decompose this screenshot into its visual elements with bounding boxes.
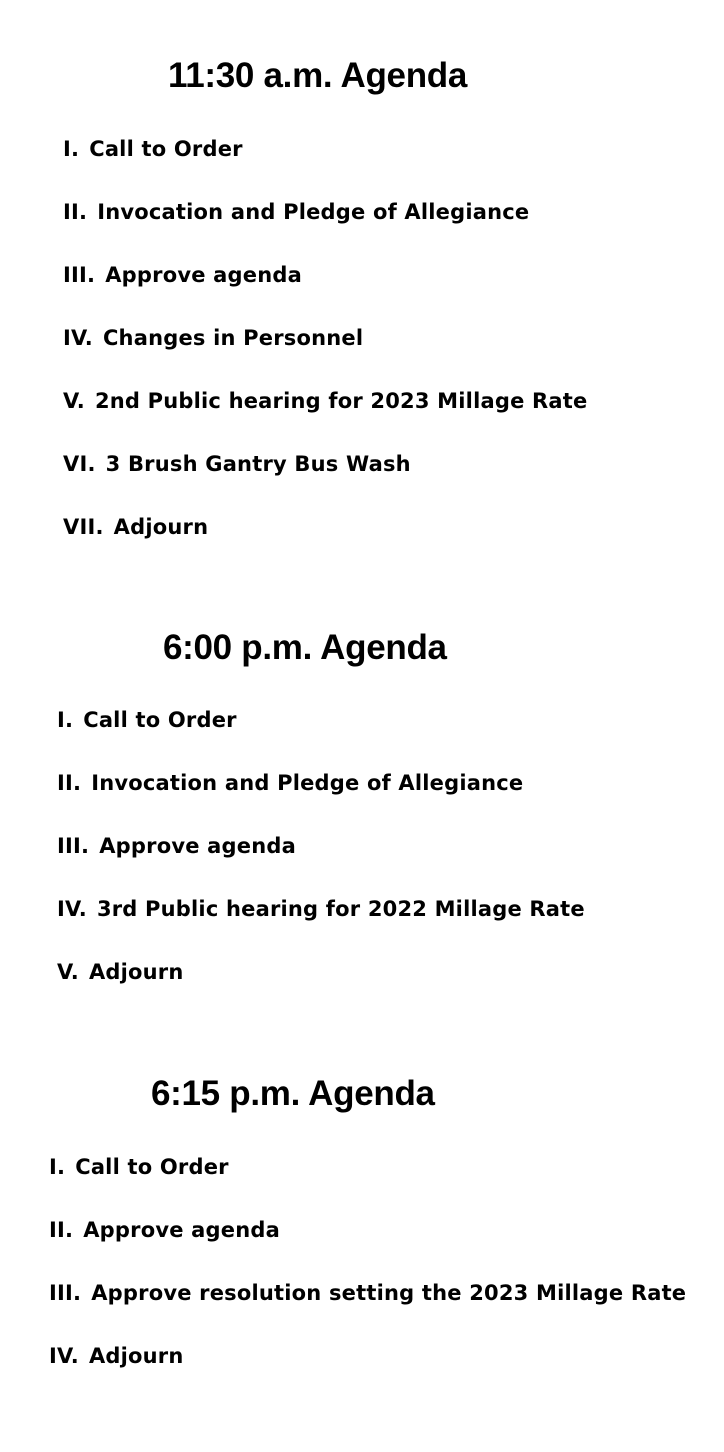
- item-number: II.: [57, 771, 82, 795]
- item-number: V.: [63, 389, 85, 413]
- item-number: I.: [57, 708, 74, 732]
- item-number: IV.: [63, 326, 93, 350]
- agenda-item: [57, 707, 237, 733]
- item-text: Call to Order: [89, 137, 243, 161]
- item-text: Adjourn: [88, 960, 184, 984]
- item-text: 3rd Public hearing for 2022 Millage Rate: [96, 897, 585, 921]
- agenda-item: [63, 199, 529, 225]
- item-number: IV.: [57, 897, 87, 921]
- item-number: I.: [63, 137, 80, 161]
- item-text: Call to Order: [75, 1155, 229, 1179]
- agenda-title: 6:15 p.m. Agenda: [151, 1074, 435, 1113]
- item-text: Approve agenda: [83, 1218, 280, 1242]
- agenda-title: 11:30 a.m. Agenda: [168, 56, 468, 95]
- item-number: III.: [63, 263, 96, 287]
- agenda-item: [57, 770, 523, 796]
- agenda-item: [49, 1343, 184, 1369]
- agenda-item: [57, 896, 585, 922]
- item-text: Approve agenda: [99, 834, 296, 858]
- item-number: II.: [49, 1218, 74, 1242]
- agenda-item: [49, 1280, 686, 1306]
- item-number: V.: [57, 960, 79, 984]
- item-number: VI.: [63, 452, 96, 476]
- agenda-item: [57, 833, 296, 859]
- agenda-item: [63, 451, 411, 477]
- item-text: Approve agenda: [105, 263, 302, 287]
- agenda-item: [63, 262, 302, 288]
- agenda-item: [63, 388, 587, 414]
- item-number: VII.: [63, 515, 104, 539]
- item-text: Approve resolution setting the 2023 Millage Rate: [91, 1281, 687, 1305]
- item-text: 2nd Public hearing for 2023 Millage Rate: [94, 389, 588, 413]
- agenda-item: [63, 136, 243, 162]
- item-text: Invocation and Pledge of Allegiance: [97, 200, 530, 224]
- agenda-title: 6:00 p.m. Agenda: [163, 628, 447, 667]
- item-text: Changes in Personnel: [102, 326, 364, 350]
- agenda-item: [49, 1154, 229, 1180]
- item-text: Adjourn: [88, 1344, 184, 1368]
- item-number: I.: [49, 1155, 66, 1179]
- item-number: III.: [49, 1281, 82, 1305]
- agenda-item: [57, 959, 184, 985]
- item-text: Invocation and Pledge of Allegiance: [91, 771, 524, 795]
- agenda-item: [63, 514, 208, 540]
- item-text: Call to Order: [83, 708, 237, 732]
- item-number: III.: [57, 834, 90, 858]
- agenda-item: [49, 1217, 280, 1243]
- item-text: 3 Brush Gantry Bus Wash: [105, 452, 411, 476]
- item-number: II.: [63, 200, 88, 224]
- item-text: Adjourn: [113, 515, 209, 539]
- item-number: IV.: [49, 1344, 79, 1368]
- agenda-item: [63, 325, 363, 351]
